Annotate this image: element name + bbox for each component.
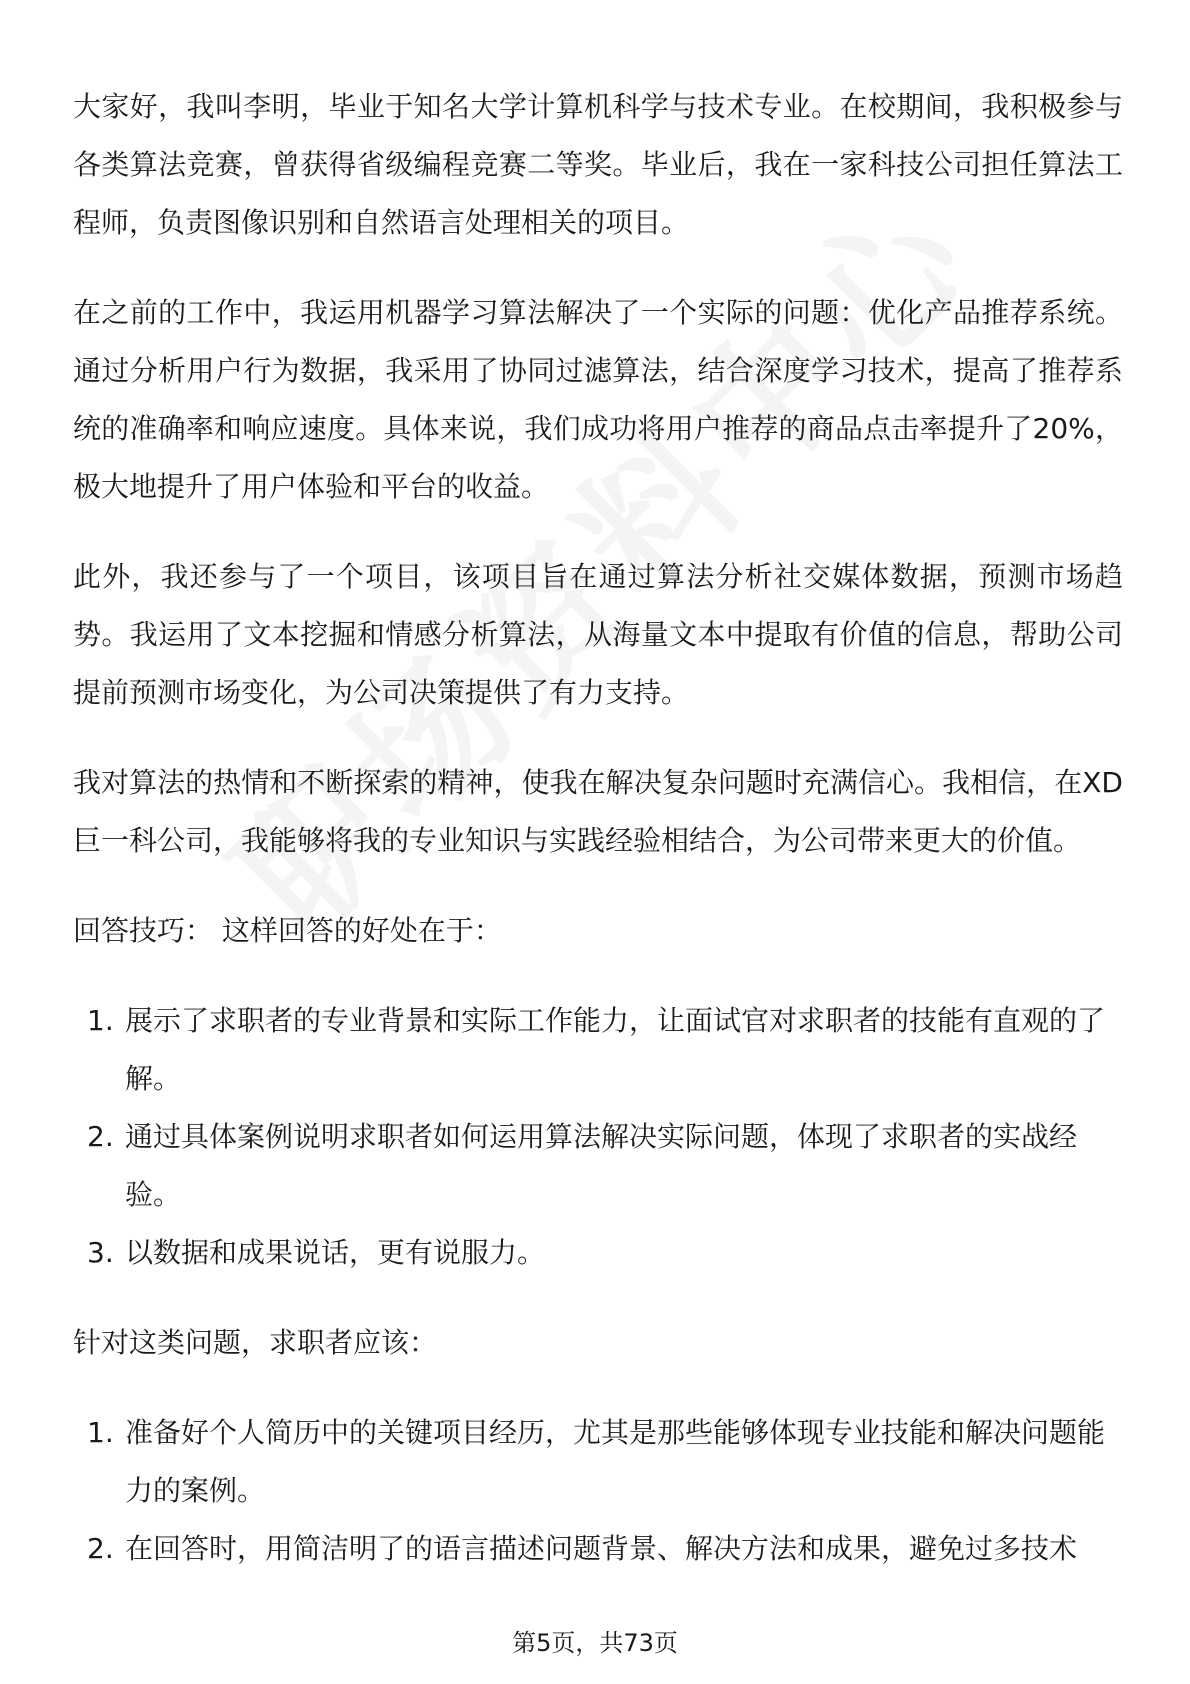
list-item-text: 通过具体案例说明求职者如何运用算法解决实际问题，体现了求职者的实战经验。 bbox=[125, 1120, 1078, 1211]
page-footer: 第5页，共73页 bbox=[512, 1629, 678, 1657]
paragraph-conclusion: 我对算法的热情和不断探索的精神，使我在解决复杂问题时充满信心。我相信，在XD巨一科公司，我能够将我的专业知识与实践经验相结合，为公司带来更大的价值。 bbox=[73, 766, 1123, 857]
tips-list bbox=[73, 992, 1123, 1282]
list-number: 1. bbox=[87, 1004, 114, 1037]
list-number: 2. bbox=[87, 1120, 114, 1153]
advice-heading: 针对这类问题，求职者应该： bbox=[73, 1326, 438, 1359]
advice-list bbox=[73, 1404, 1123, 1578]
list-item-text: 准备好个人简历中的关键项目经历，尤其是那些能够体现专业技能和解决问题能力的案例。 bbox=[125, 1416, 1106, 1507]
tips-heading: 回答技巧： 这样回答的好处在于： bbox=[73, 914, 502, 947]
list-item bbox=[73, 1520, 1123, 1578]
list-number: 2. bbox=[87, 1532, 114, 1565]
document-body bbox=[73, 78, 1123, 1610]
list-number: 1. bbox=[87, 1416, 114, 1449]
list-item-text: 在回答时，用简洁明了的语言描述问题背景、解决方法和成果，避免过多技术 bbox=[125, 1532, 1078, 1565]
paragraph-project: 此外，我还参与了一个项目，该项目旨在通过算法分析社交媒体数据，预测市场趋势。我运用了文本挖掘和情感分析算法，从海量文本中提取有价值的信息，帮助公司提前预测市场变化，为公司决策提供了有力支持。 bbox=[73, 560, 1123, 709]
list-number: 3. bbox=[87, 1236, 114, 1269]
paragraph-work-experience: 在之前的工作中，我运用机器学习算法解决了一个实际的问题：优化产品推荐系统。通过分析用户行为数据，我采用了协同过滤算法，结合深度学习技术，提高了推荐系统的准确率和响应速度。具体来说，我们成功将用户推荐的商品点击率提升了20%，极大地提升了用户体验和平台的收益。 bbox=[73, 296, 1123, 503]
list-item bbox=[73, 1404, 1123, 1520]
paragraph-intro: 大家好，我叫李明，毕业于知名大学计算机科学与技术专业。在校期间，我积极参与各类算法竞赛，曾获得省级编程竞赛二等奖。毕业后，我在一家科技公司担任算法工程师，负责图像识别和自然语言处理相关的项目。 bbox=[73, 90, 1123, 239]
list-item-text: 展示了求职者的专业背景和实际工作能力，让面试官对求职者的技能有直观的了解。 bbox=[125, 1004, 1106, 1095]
list-item bbox=[73, 1108, 1123, 1224]
list-item bbox=[73, 1224, 1123, 1282]
list-item bbox=[73, 992, 1123, 1108]
list-item-text: 以数据和成果说话，更有说服力。 bbox=[125, 1236, 546, 1269]
